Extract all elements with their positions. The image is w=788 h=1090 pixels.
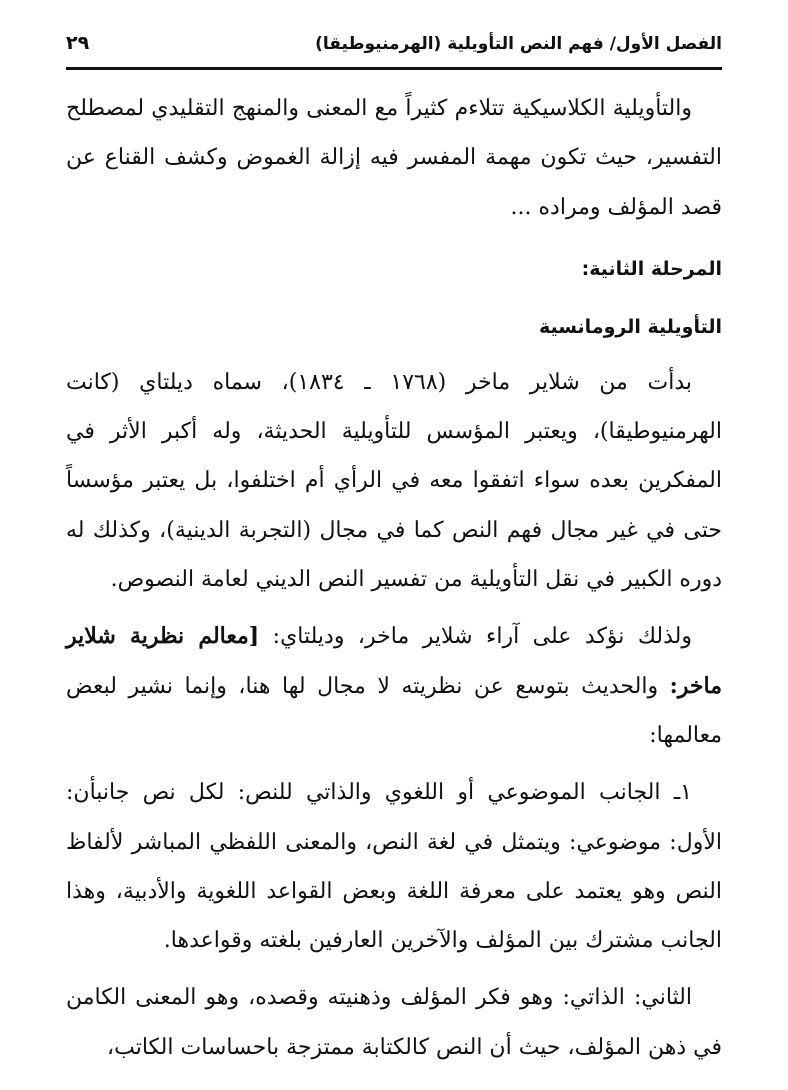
paragraph-subjective-side: الثاني: الذاتي: وهو فكر المؤلف وذهنيته وقصده، وهو المعنى الكامن في ذهن المؤلف، حيث أن النص كالكتابة ممتزجة باحساسات الكاتب، xyxy=(66,985,722,1060)
paragraph-objective-subjective: ١ـ الجانب الموضوعي أو اللغوي والذاتي للنص: لكل نص جانبأن: الأول: موضوعي: ويتمثل في لغة النص، والمعنى اللفظي المباشر لألفاظ النص وهو يعتمد على معرفة اللغة وبعض القواعد اللغوية والأدبية، وهذا الجانب مشترك بين المؤلف والآخرين العارفين بلغته وقواعدها. xyxy=(66,780,722,954)
paragraph-features-intro xyxy=(66,612,722,760)
page-body xyxy=(66,84,722,1072)
page-number: ٢٩ xyxy=(66,32,90,54)
heading-second-stage: المرحلة الثانية: xyxy=(581,257,722,280)
running-title: الفصل الأول/ فهم النص التأويلية (الهرمنيوطيقا) xyxy=(315,34,722,54)
paragraph-classical-hermeneutics: والتأويلية الكلاسيكية تتلاءم كثيراً مع المعنى والمنهج التقليدي لمصطلح التفسير، حيث تكون مهمة المفسر فيه إزالة الغموض وكشف القناع عن قصد المؤلف ومراده ... xyxy=(66,96,722,220)
paragraph-schleiermacher: بدأت من شلاير ماخر (١٧٦٨ ـ ١٨٣٤)، سماه ديلتاي (كانت الهرمنيوطيقا)، ويعتبر المؤسس للتأويلية الحديثة، وله أكبر الأثر في المفكرين بعده سواء اتفقوا معه في الرأي أم اختلفوا، بل يعتبر مؤسساً حتى في غير مجال فهم النص كما في مجال (التجربة الدينية)، وكذلك له دوره الكبير في نقل التأويلية من تفسير النص الديني لعامة النصوص. xyxy=(66,369,722,593)
heading-romantic-hermeneutics: التأويلية الرومانسية xyxy=(538,315,722,338)
features-intro-text: ولذلك نؤكد على آراء شلاير ماخر، وديلتاي: xyxy=(259,624,692,650)
features-intro-rest: والحديث بتوسع عن نظريته لا مجال لها هنا، وإنما نشير لبعض معالمها: xyxy=(66,673,722,748)
running-header xyxy=(66,30,722,64)
features-heading-bold: [معالم نظرية شلاير ماخر: xyxy=(66,623,722,699)
header-rule xyxy=(66,67,722,70)
